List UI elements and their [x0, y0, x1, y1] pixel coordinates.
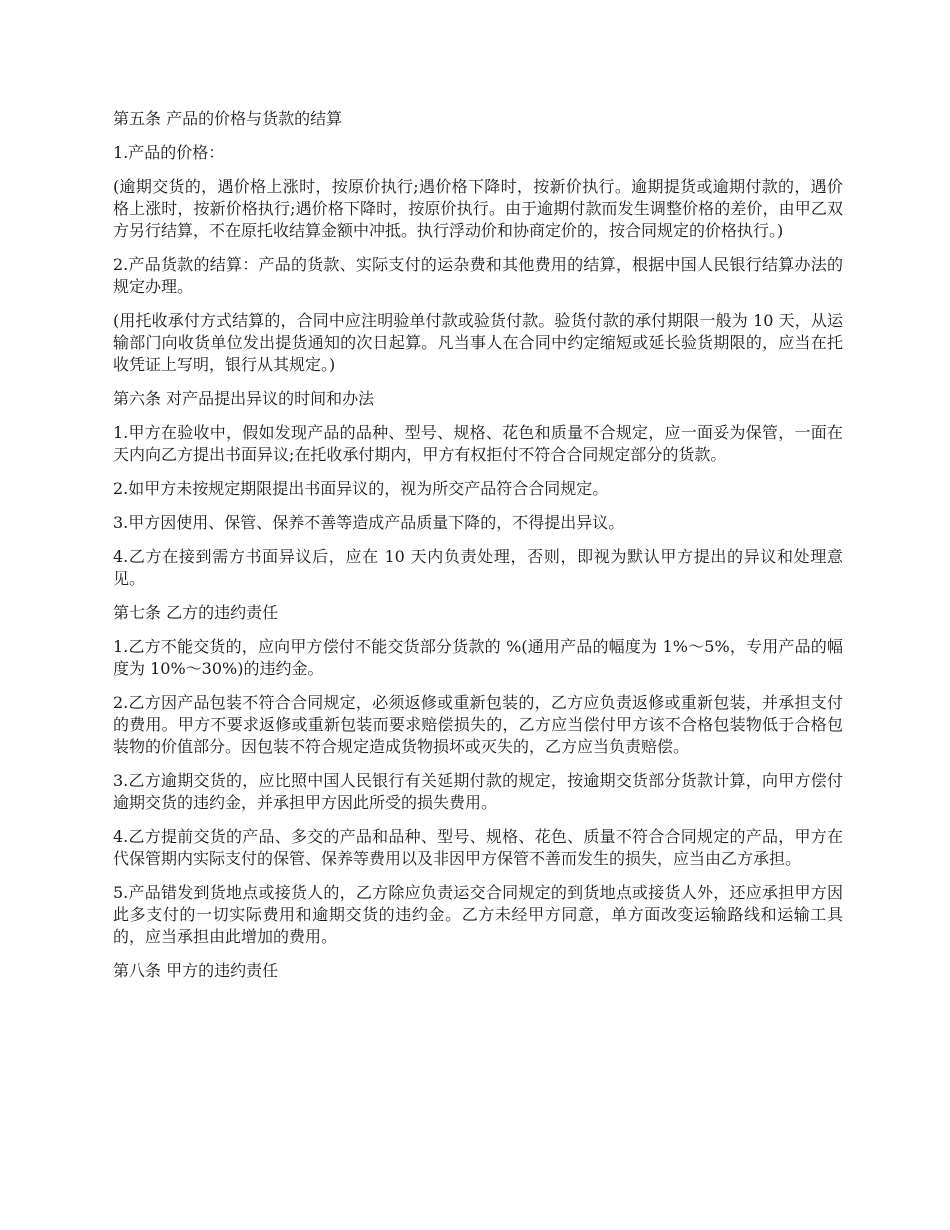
paragraph: 2.乙方因产品包装不符合合同规定，必须返修或重新包装的，乙方应负责返修或重新包装，并承担支付的费用。甲方不要求返修或重新包装而要求赔偿损失的，乙方应当偿付甲方该不合格包装物低于合格包装物的价值部分。因包装不符合规定造成货物损坏或灭失的，乙方应当负责赔偿。: [113, 693, 843, 756]
section-heading-7: 第七条 乙方的违约责任: [113, 603, 279, 622]
paragraph: 3.乙方逾期交货的，应比照中国人民银行有关延期付款的规定，按逾期交货部分货款计算，向甲方偿付逾期交货的违约金，并承担甲方因此所受的损失费用。: [113, 771, 843, 812]
paragraph: 5.产品错发到货地点或接货人的，乙方除应负责运交合同规定的到货地点或接货人外，还应承担甲方因此多支付的一切实际费用和逾期交货的违约金。乙方未经甲方同意，单方面改变运输路线和运输工具的，应当承担由此增加的费用。: [113, 883, 843, 946]
paragraph: 2.如甲方未按规定期限提出书面异议的，视为所交产品符合合同规定。: [113, 479, 609, 498]
document-body: [113, 108, 843, 994]
paragraph: 4.乙方在接到需方书面异议后，应在 10 天内负责处理，否则，即视为默认甲方提出的异议和处理意见。: [113, 547, 843, 588]
paragraph: 1.甲方在验收中，假如发现产品的品种、型号、规格、花色和质量不合规定，应一面妥为保管，一面在 天内向乙方提出书面异议;在托收承付期内，甲方有权拒付不符合合同规定部分的货款。: [113, 423, 843, 464]
section-heading-8: 第八条 甲方的违约责任: [113, 961, 279, 980]
section-heading-6: 第六条 对产品提出异议的时间和办法: [113, 389, 375, 408]
paragraph: (逾期交货的，遇价格上涨时，按原价执行;遇价格下降时，按新价执行。逾期提货或逾期付款的，遇价格上涨时，按新价格执行;遇价格下降时，按原价执行。由于逾期付款而发生调整价格的差价，由甲乙双方另行结算，不在原托收结算金额中冲抵。执行浮动价和协商定价的，按合同规定的价格执行。): [113, 177, 843, 240]
paragraph: 3.甲方因使用、保管、保养不善等造成产品质量下降的，不得提出异议。: [113, 513, 625, 532]
paragraph: (用托收承付方式结算的，合同中应注明验单付款或验货付款。验货付款的承付期限一般为 10 天，从运输部门向收货单位发出提货通知的次日起算。凡当事人在合同中约定缩短或延长验货期限的，应当在托收凭证上写明，银行从其规定。): [113, 311, 843, 374]
paragraph: 2.产品货款的结算：产品的货款、实际支付的运杂费和其他费用的结算，根据中国人民银行结算办法的规定办理。: [113, 255, 843, 296]
paragraph: 1.乙方不能交货的，应向甲方偿付不能交货部分货款的 %(通用产品的幅度为 1%～5%，专用产品的幅度为 10%～30%)的违约金。: [113, 637, 843, 678]
section-heading-5: 第五条 产品的价格与货款的结算: [113, 109, 343, 128]
paragraph: 1.产品的价格：: [113, 143, 225, 162]
paragraph: 4.乙方提前交货的产品、多交的产品和品种、型号、规格、花色、质量不符合合同规定的产品，甲方在代保管期内实际支付的保管、保养等费用以及非因甲方保管不善而发生的损失，应当由乙方承担。: [113, 827, 843, 868]
